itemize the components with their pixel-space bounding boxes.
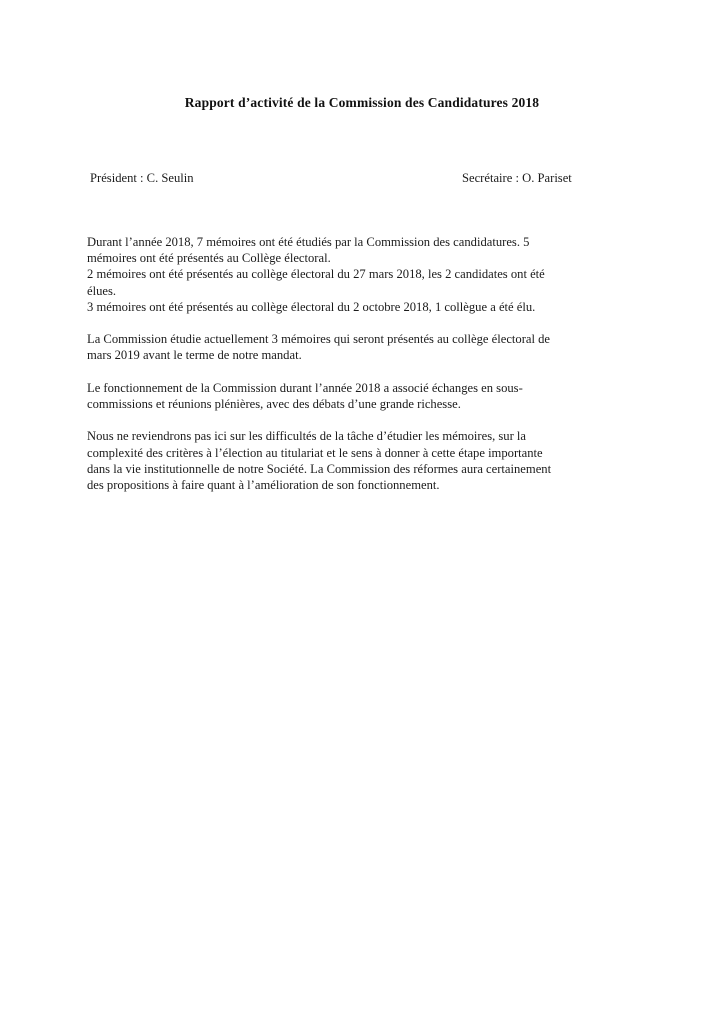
document-body [87, 234, 628, 493]
president-label: Président : C. Seulin [90, 171, 194, 185]
paragraph-2-line-1: La Commission étudie actuellement 3 mémoires qui seront présentés au collège électoral de [87, 332, 551, 347]
paragraph-2-line-2: mars 2019 avant le terme de notre mandat. [87, 348, 302, 363]
paragraph-3-line-2: commissions et réunions plénières, avec des débats d’une grande richesse. [87, 397, 461, 411]
paragraph-3 [87, 380, 628, 412]
paragraph-1-line-1: Durant l’année 2018, 7 mémoires ont été étudiés par la Commission des candidatures. 5 [87, 235, 530, 249]
paragraph-2 [87, 331, 628, 363]
paragraph-4-line-2: complexité des critères à l’élection au titulariat et le sens à donner à cette étape importante [87, 445, 543, 460]
paragraph-1-line-5: 3 mémoires ont été présentés au collège électoral du 2 octobre 2018, 1 collègue a été élu. [87, 299, 536, 314]
paragraph-4-line-1: Nous ne reviendrons pas ici sur les difficultés de la tâche d’étudier les mémoires, sur la [87, 429, 527, 444]
paragraph-4-line-4: des propositions à faire quant à l’amélioration de son fonctionnement. [87, 478, 440, 492]
secretary-label: Secrétaire : O. Pariset [462, 171, 572, 185]
paragraph-1 [87, 234, 628, 315]
paragraph-1-line-3: 2 mémoires ont été présentés au collège électoral du 27 mars 2018, les 2 candidates ont été [87, 267, 545, 282]
paragraph-4 [87, 428, 628, 493]
paragraph-4-line-3: dans la vie institutionnelle de notre Société. La Commission des réformes aura certainement [87, 461, 552, 476]
paragraph-3-line-1: Le fonctionnement de la Commission durant l’année 2018 a associé échanges en sous- [87, 380, 523, 395]
page-title: Rapport d’activité de la Commission des Candidatures 2018 [184, 95, 540, 111]
paragraph-1-line-4: élues. [87, 283, 117, 298]
paragraph-1-line-2: mémoires ont été présentés au Collège électoral. [87, 251, 331, 266]
officers-row [90, 171, 610, 187]
